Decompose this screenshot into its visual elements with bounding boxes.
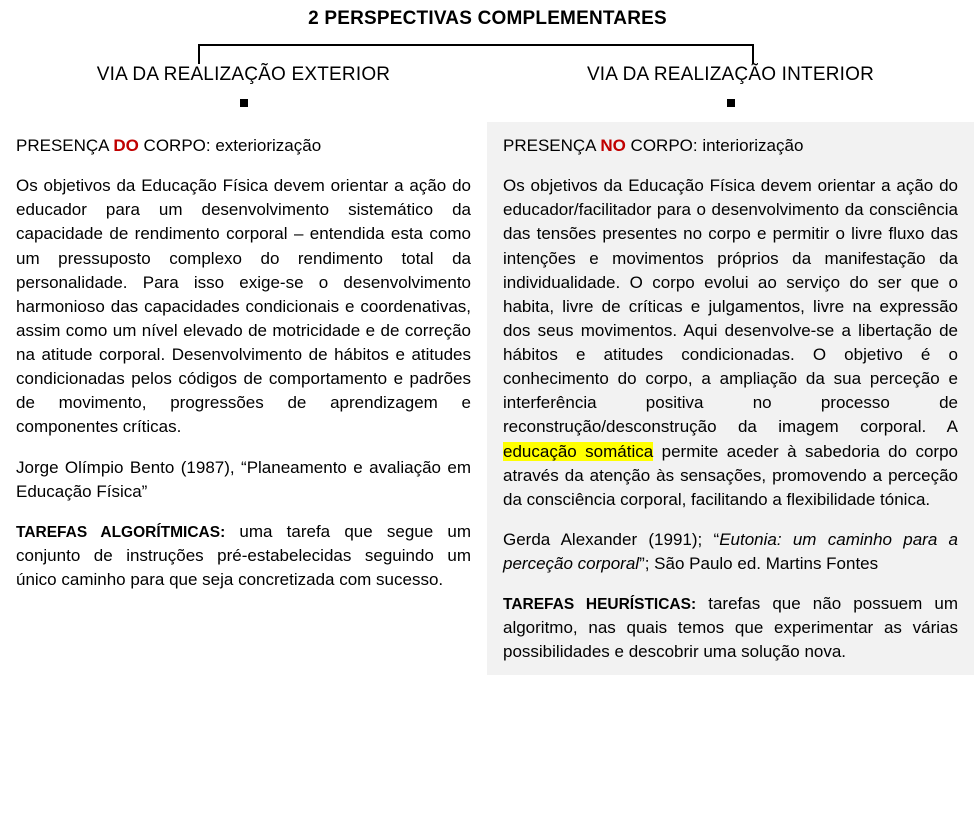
bullets-row	[0, 94, 975, 122]
left-lead-emphasis: DO	[113, 136, 139, 155]
content-columns	[0, 122, 975, 675]
bullet-cell-left	[0, 94, 487, 122]
right-citation-italic: Eutonia: um caminho para a perceção corporal	[503, 529, 959, 573]
right-task-paragraph	[503, 592, 958, 664]
right-task-text: tarefas que não possuem um algoritmo, nas quais temos que experimentar as várias possibilidades e descobrir uma solução nova.	[503, 594, 958, 662]
column-exterior	[0, 122, 487, 675]
square-bullet-icon	[240, 99, 248, 107]
right-task-label: TAREFAS HEURÍSTICAS:	[503, 596, 697, 614]
left-task-text: uma tarefa que segue um conjunto de instruções pré-estabelecidas seguindo um único caminho para que seja concretizada com sucesso.	[16, 521, 471, 589]
right-body-part1: Os objetivos da Educação Física devem orientar a ação do educador/facilitador para o desenvolvimento da consciência das tensões presentes no corpo e permitir o livre fluxo das intenções e movimentos próprios da manifestação da individualidade. O corpo evolui ao serviço do ser que o habita, livre de críticas e julgamentos, livre na expressão dos seus movimentos. Aqui desenvolve-se a libertação de hábitos e atitudes condicionadas. O objetivo é o conhecimento do corpo, a ampliação da sua perceção e interferência positiva no processo de reconstrução/desconstrução da imagem corporal. A	[503, 176, 958, 437]
right-lead-emphasis: NO	[600, 136, 626, 155]
column-interior	[487, 122, 974, 675]
right-lead-prefix: PRESENÇA	[503, 136, 601, 155]
left-lead-paragraph	[16, 134, 471, 158]
bullet-cell-right	[487, 94, 974, 122]
right-citation-suffix: ”; São Paulo ed. Martins Fontes	[639, 554, 879, 573]
heading-left: VIA DA REALIZAÇÃO EXTERIOR	[96, 64, 391, 85]
right-lead-suffix: CORPO: interiorização	[625, 136, 804, 155]
right-body-highlight: educação somática	[503, 441, 654, 461]
right-body-paragraph	[503, 174, 958, 512]
left-task-label: TAREFAS ALGORÍTMICAS:	[16, 523, 226, 541]
bracket-shape	[198, 44, 754, 64]
left-lead-prefix: PRESENÇA	[16, 136, 114, 155]
heading-right: VIA DA REALIZAÇÃO INTERIOR	[586, 64, 875, 85]
right-citation-prefix: Gerda Alexander (1991); “	[503, 529, 720, 549]
headings-row	[0, 64, 975, 86]
right-citation	[503, 528, 958, 576]
bracket-connector	[0, 30, 975, 64]
right-body-part2: permite aceder à sabedoria do corpo através da atenção às sensações, promovendo a perceção da consciência corporal, facilitando a flexibilidade tónica.	[503, 441, 958, 509]
square-bullet-icon	[727, 99, 735, 107]
left-body-paragraph: Os objetivos da Educação Física devem orientar a ação do educador para um desenvolvimento sistemático da capacidade de rendimento corporal – entendida esta como um pressuposto complexo do rendimento total da personalidade. Para isso exige-se o desenvolvimento harmonioso das capacidades condicionais e coordenativas, assim como um nível elevado de motricidade e de correção na atitude corporal. Desenvolvimento de hábitos e atitudes condicionadas pelos códigos de comportamento e padrões de movimento, progressões de aprendizagem e componentes críticas.	[16, 176, 471, 437]
left-task-paragraph	[16, 520, 471, 592]
left-citation: Jorge Olímpio Bento (1987), “Planeamento e avaliação em Educação Física”	[16, 457, 471, 501]
right-lead-paragraph	[503, 134, 958, 158]
page-title: 2 PERSPECTIVAS COMPLEMENTARES	[308, 8, 667, 29]
left-lead-suffix: CORPO: exteriorização	[138, 136, 322, 155]
